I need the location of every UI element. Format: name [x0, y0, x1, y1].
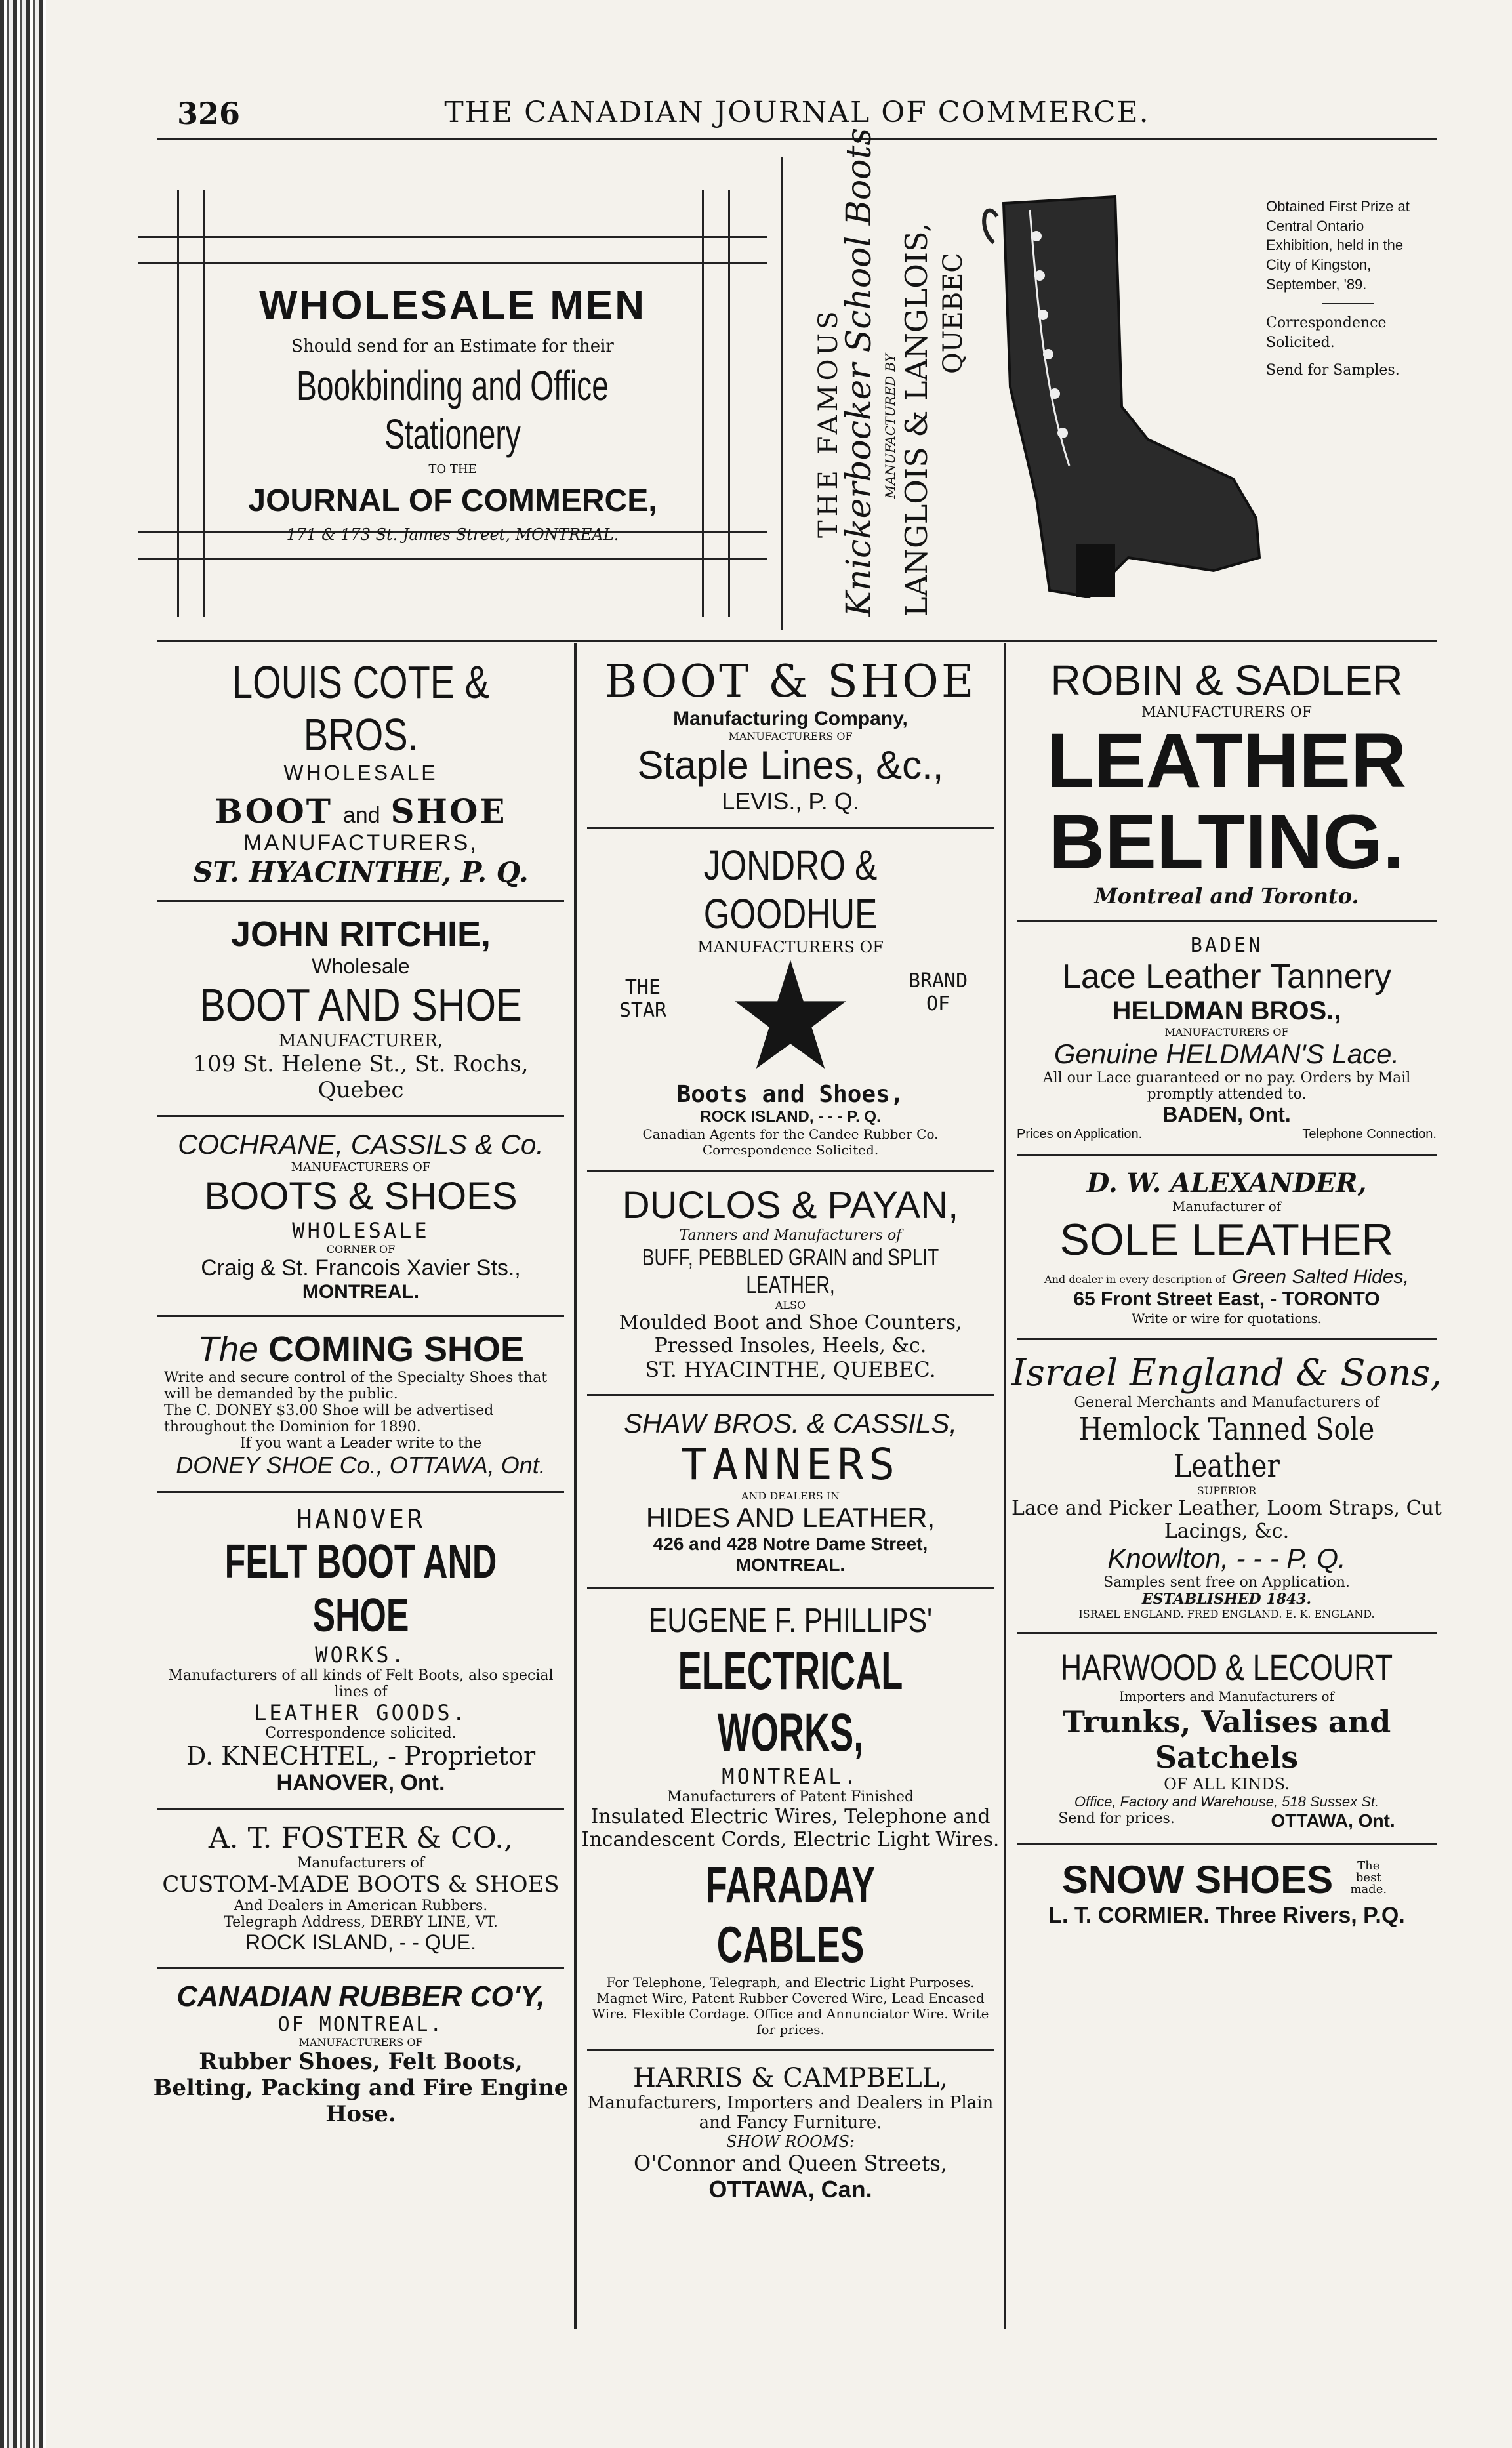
coming-the: The — [197, 1330, 258, 1369]
ottawa-ont: OTTAWA, Ont. — [1271, 1810, 1395, 1831]
established: ESTABLISHED 1843. — [1141, 1590, 1312, 1608]
boot-manu: Manufacturing Company, — [673, 708, 908, 729]
ph-city: MONTREAL. — [722, 1764, 859, 1789]
cochrane-wholesale: WHOLESALE — [292, 1218, 430, 1243]
column-1 — [151, 656, 571, 2127]
foster-tel: Telegraph Address, DERBY LINE, VT. — [224, 1914, 498, 1930]
cochrane-ad — [151, 1129, 571, 1303]
cochrane-boots: BOOTS & SHOES — [204, 1175, 518, 1217]
staple: Staple Lines, &c., — [637, 743, 944, 787]
brand-of: BRAND OF — [908, 969, 968, 1015]
heldman-ad — [1010, 934, 1443, 1142]
boot-manu-of: MANUFACTURERS OF — [728, 730, 853, 743]
duclos: DUCLOS & PAYAN, — [622, 1184, 959, 1227]
alexander-ad — [1010, 1168, 1443, 1326]
harris-text: Manufacturers, Importers and Dealers in Plain and Fancy Furniture. — [587, 2093, 994, 2132]
wholesale-line1: Should send for an Estimate for their — [291, 337, 614, 356]
scan-edge — [0, 0, 46, 2448]
green-hides: Green Salted Hides, — [1231, 1265, 1409, 1288]
knechtel: D. KNECHTEL, - Proprietor — [186, 1742, 536, 1770]
ph-wires: Insulated Electric Wires, Telephone and Incandescent Cords, Electric Light Wires. — [581, 1805, 1000, 1851]
cochrane-manu: MANUFACTURERS OF — [291, 1160, 431, 1174]
foster-manu: Manufacturers of — [296, 1855, 425, 1871]
sole-leather: SOLE LEATHER — [1059, 1214, 1394, 1265]
electrical-works: ELECTRICAL WORKS, — [678, 1641, 903, 1763]
israel: Israel England & Sons, — [1011, 1351, 1442, 1395]
hanover-ont: HANOVER, Ont. — [276, 1770, 445, 1795]
top-divider — [781, 157, 783, 630]
ritchie-wholesale: Wholesale — [312, 954, 410, 978]
baden-ont: BADEN, Ont. — [1162, 1102, 1291, 1126]
journal-title: THE CANADIAN JOURNAL OF COMMERCE. — [444, 96, 1150, 129]
rubber-name: CANADIAN RUBBER CO'Y, — [176, 1980, 545, 2012]
office: Office, Factory and Warehouse, 518 Sussex St. — [1074, 1793, 1379, 1810]
bookbinding-line: Bookbinding and Office Stationery — [296, 362, 609, 458]
journal-of-commerce: JOURNAL OF COMMERCE, — [248, 483, 657, 518]
boot-v2: Knickerbocker School Boots — [840, 127, 879, 617]
cote-wholesale: WHOLESALE — [283, 761, 438, 785]
oconnor: O'Connor and Queen Streets, — [634, 2151, 947, 2176]
boot-v5: QUEBEC — [938, 253, 968, 374]
boots-shoes: Boots and Shoes, — [676, 1081, 905, 1108]
alex-manu: Manufacturer of — [1172, 1198, 1282, 1214]
ritchie-addr: 109 St. Helene St., St. Rochs, Quebec — [193, 1051, 529, 1103]
mid-rule — [157, 640, 1437, 642]
phillips: EUGENE F. PHILLIPS' — [648, 1602, 933, 1640]
jondro: JONDRO & GOODHUE — [703, 842, 878, 937]
foster-place: ROCK ISLAND, - - QUE. — [245, 1930, 477, 1954]
front-street: 65 Front Street East, - TORONTO — [1073, 1288, 1380, 1310]
boot-illustration — [958, 190, 1266, 603]
hanover-felt-ad — [151, 1505, 571, 1796]
star-icon — [731, 956, 849, 1074]
shaw: SHAW BROS. & CASSILS, — [623, 1408, 958, 1438]
column-3 — [1010, 656, 1443, 1928]
boot-v1: THE FAMOUS — [813, 307, 844, 538]
heldman-manu: MANUFACTURERS OF — [1164, 1025, 1289, 1038]
hemlock: Hemlock Tanned Sole Leather — [1078, 1410, 1375, 1484]
cochrane-streets: Craig & St. Francois Xavier Sts., — [201, 1255, 521, 1280]
john-ritchie-ad — [151, 914, 571, 1103]
harwood: HARWOOD & LECOURT — [1060, 1646, 1393, 1688]
cochrane-city: MONTREAL. — [302, 1281, 420, 1303]
ritchie-name: JOHN RITCHIE, — [230, 914, 491, 954]
col-divider-1 — [574, 643, 577, 2329]
rubber-of: OF MONTREAL. — [277, 2013, 444, 2036]
louis-cote-ad — [151, 656, 571, 888]
dealer: And dealer in every description of — [1044, 1273, 1226, 1286]
faraday: FARADAY CABLES — [705, 1856, 876, 1973]
leather-big: LEATHER — [1046, 718, 1407, 804]
far-text1: For Telephone, Telegraph, and Electric Light Purposes. — [606, 1974, 975, 1990]
baden: BADEN — [1190, 933, 1263, 957]
doney-shoe-ad — [151, 1329, 571, 1479]
cote-name: LOUIS COTE & BROS. — [232, 657, 490, 760]
coming-sig: DONEY SHOE Co., OTTAWA, Ont. — [176, 1452, 546, 1479]
cormier: L. T. CORMIER. Three Rivers, P.Q. — [1048, 1902, 1405, 1928]
telephone: Telephone Connection. — [1302, 1126, 1437, 1141]
best-made: The best made. — [1350, 1858, 1387, 1896]
header-rule — [157, 138, 1437, 140]
importers: Importers and Manufacturers of — [1119, 1688, 1334, 1704]
tanners-big: TANNERS — [680, 1439, 901, 1490]
cote-manu: MANUFACTURERS, — [243, 830, 478, 855]
cote-boot: BOOT — [215, 792, 333, 830]
guarantee: All our Lace guaranteed or no pay. Orders by Mail promptly attended to. — [1042, 1069, 1411, 1103]
coming-text3: If you want a Leader write to the — [239, 1435, 482, 1452]
all-kinds: OF ALL KINDS. — [1164, 1774, 1290, 1793]
partners: ISRAEL ENGLAND. FRED ENGLAND. E. K. ENGLAND. — [1078, 1607, 1375, 1620]
dealers-in: AND DEALERS IN — [741, 1490, 840, 1502]
col-divider-2 — [1004, 643, 1006, 2329]
boot-samples: Send for Samples. — [1266, 361, 1400, 378]
coming-text1: Write and secure control of the Specialty Shoes that will be demanded by the public. — [164, 1370, 548, 1402]
buff-leather: BUFF, PEBBLED GRAIN and SPLIT LEATHER, — [642, 1244, 939, 1298]
lace-tannery: Lace Leather Tannery — [1061, 957, 1392, 996]
genuine: Genuine HELDMAN'S Lace. — [1053, 1038, 1400, 1069]
felt-works: WORKS. — [315, 1642, 407, 1667]
far-text2: Magnet Wire, Patent Rubber Covered Wire, Lead Encased Wire. Flexible Cordage. Office and Annunciator Wire. Write for prices. — [592, 1990, 989, 2037]
hanover: HANOVER — [296, 1505, 426, 1535]
candee1: Canadian Agents for the Candee Rubber Co. — [642, 1126, 939, 1142]
coming-text2: The C. DONEY $3.00 Shoe will be advertised throughout the Dominion for 1890. — [164, 1402, 494, 1435]
the-star: THE STAR — [619, 976, 667, 1022]
harris-ottawa: OTTAWA, Can. — [708, 2176, 872, 2203]
boot-prize: Obtained First Prize at Central Ontario Exhibition, held in the City of Kingston, September, '89. — [1266, 198, 1410, 293]
page-header — [157, 92, 1437, 131]
rock-island: ROCK ISLAND, - - - P. Q. — [700, 1108, 881, 1126]
send-prices: Send for prices. — [1058, 1810, 1175, 1827]
cote-and: and — [342, 803, 380, 828]
hides: HIDES AND LEATHER, — [645, 1502, 935, 1533]
snow-shoes: SNOW SHOES — [1061, 1857, 1334, 1902]
boot-shoe: BOOT & SHOE — [604, 656, 977, 708]
alexander: D. W. ALEXANDER, — [1086, 1167, 1367, 1198]
foster-ad — [151, 1822, 571, 1955]
heldman: HELDMAN BROS., — [1112, 996, 1341, 1025]
journal-address: 171 & 173 St. James Street, MONTREAL. — [286, 525, 619, 544]
levis: LEVIS., P. Q. — [722, 788, 859, 815]
wholesale-men-ad — [138, 190, 767, 617]
candee2: Correspondence Solicited. — [702, 1142, 879, 1158]
rubber-manu: MANUFACTURERS OF — [298, 2036, 423, 2049]
ritchie-manu: MANUFACTURER, — [278, 1031, 443, 1051]
column-2 — [581, 656, 1000, 2203]
tanners-manu: Tanners and Manufacturers of — [679, 1227, 902, 1244]
robin-manu: MANUFACTURERS OF — [1141, 704, 1313, 721]
to-the: TO THE — [428, 462, 477, 476]
trunks: Trunks, Valises and Satchels — [1062, 1703, 1391, 1775]
knickerbocker-boot-ad — [787, 127, 1437, 630]
also: ALSO — [775, 1299, 806, 1311]
lace-picker: Lace and Picker Leather, Loom Straps, Cut Lacings, &c. — [1011, 1496, 1442, 1543]
foster-custom: CUSTOM-MADE BOOTS & SHOES — [162, 1871, 560, 1898]
canadian-rubber-ad — [151, 1980, 571, 2127]
write-wire: Write or wire for quotations. — [1131, 1310, 1322, 1326]
shaw-bros-ad — [581, 1408, 1000, 1576]
ph-manu: Manufacturers of Patent Finished — [666, 1789, 914, 1805]
superior: SUPERIOR — [1196, 1484, 1257, 1497]
boot-v4: LANGLOIS & LANGLOIS, — [899, 222, 934, 617]
israel-england-ad — [1010, 1352, 1443, 1620]
leather-goods: LEATHER GOODS. — [254, 1700, 468, 1725]
moulded: Moulded Boot and Shoe Counters, Pressed Insoles, Heels, &c. — [619, 1311, 962, 1357]
felt-boot: FELT BOOT AND SHOE — [224, 1536, 497, 1642]
boot-v3: MANUFACTURED BY — [882, 354, 898, 499]
foster-dealers: And Dealers in American Rubbers. — [234, 1898, 488, 1914]
foster-name: A. T. FOSTER & CO., — [208, 1822, 514, 1855]
cochrane-corner: CORNER OF — [326, 1243, 396, 1255]
belting-big: BELTING. — [1049, 798, 1404, 886]
cote-shoe: SHOE — [390, 792, 507, 830]
snow-shoes-ad — [1010, 1857, 1443, 1928]
show-rooms: SHOW ROOMS: — [726, 2132, 855, 2151]
ritchie-boot: BOOT AND SHOE — [199, 979, 522, 1030]
notre-dame: 426 and 428 Notre Dame Street, — [653, 1534, 928, 1554]
robin: ROBIN & SADLER — [1050, 657, 1403, 704]
cote-place: ST. HYACINTHE, P. Q. — [193, 856, 529, 888]
coming-shoe: COMING SHOE — [268, 1330, 525, 1369]
prices: Prices on Application. — [1017, 1126, 1143, 1141]
wholesale-men-headline: WHOLESALE MEN — [258, 283, 647, 328]
jondro-manu: MANUFACTURERS OF — [697, 938, 884, 956]
boot-shoe-mfg-ad — [581, 656, 1000, 815]
boot-corr: Correspondence Solicited. — [1266, 315, 1387, 352]
mont-tor: Montreal and Toronto. — [1094, 883, 1359, 908]
st-hyacinthe: ST. HYACINTHE, QUEBEC. — [645, 1357, 936, 1382]
robin-sadler-ad — [1010, 656, 1443, 908]
harris: HARRIS & CAMPBELL, — [632, 2063, 949, 2093]
rubber-goods: Rubber Shoes, Felt Boots, Belting, Packing and Fire Engine Hose. — [153, 2049, 569, 2127]
jondro-goodhue-ad — [581, 841, 1000, 1158]
felt-text: Manufacturers of all kinds of Felt Boots, also special lines of — [168, 1667, 554, 1700]
page-number: 326 — [177, 96, 241, 131]
cochrane-name: COCHRANE, CASSILS & Co. — [178, 1129, 544, 1160]
samples-free: Samples sent free on Application. — [1103, 1574, 1350, 1591]
phillips-electrical-ad — [581, 1601, 1000, 2037]
shaw-city: MONTREAL. — [735, 1555, 846, 1575]
general: General Merchants and Manufacturers of — [1074, 1394, 1379, 1411]
harris-campbell-ad — [581, 2063, 1000, 2203]
duclos-payan-ad — [581, 1183, 1000, 1382]
knowlton: Knowlton, - - - P. Q. — [1107, 1542, 1346, 1574]
harwood-lecourt-ad — [1010, 1646, 1443, 1831]
felt-corr: Correspondence solicited. — [265, 1725, 457, 1742]
